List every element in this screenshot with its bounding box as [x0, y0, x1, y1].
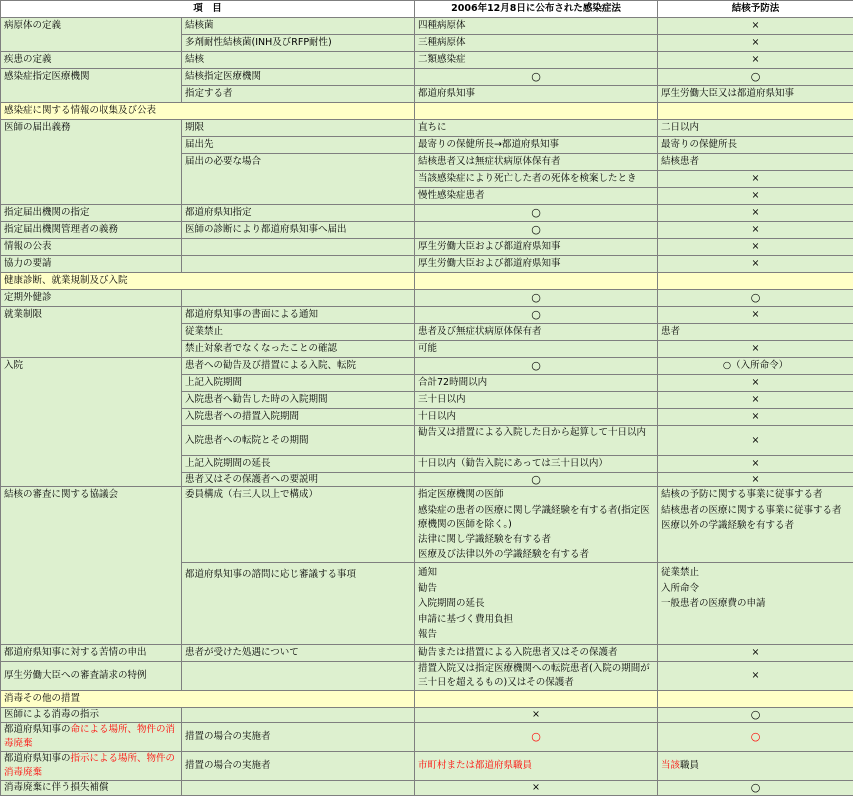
item-label-highlight: 指示による場所、物件の消毒廃棄 [4, 753, 175, 778]
deliberation-item: 通知 [418, 565, 654, 581]
sub-item-cell: 上記入院期間 [182, 375, 415, 392]
new-law-cell: 厚生労働大臣および都道府県知事 [415, 256, 658, 273]
section-title: 健康診断、就業規制及び入院 [1, 273, 415, 290]
new-law-cell [415, 487, 658, 563]
new-law-cell: 都道府県知事 [415, 86, 658, 103]
old-law-cell: × [658, 456, 853, 473]
item-cell [1, 723, 182, 752]
sub-item-cell: 都道府県知指定 [182, 205, 415, 222]
new-law-cell: ○ [415, 723, 658, 752]
new-law-cell: 十日以内（勧告入院にあっては三十日以内） [415, 456, 658, 473]
new-law-cell: ○ [415, 69, 658, 86]
deliberation-item: 報告 [418, 627, 654, 643]
sub-item-cell: 期限 [182, 120, 415, 137]
item-cell: 定期外健診 [1, 290, 182, 307]
old-law-cell: ○ [658, 781, 853, 796]
section-title: 消毒その他の措置 [1, 691, 415, 708]
new-law-cell: 三種病原体 [415, 35, 658, 52]
item-cell: 疾患の定義 [1, 52, 182, 69]
sub-item-cell: 委員構成（右三人以上で構成） [182, 487, 415, 563]
new-law-cell: 厚生労働大臣および都道府県知事 [415, 239, 658, 256]
old-law-cell: ○ [658, 290, 853, 307]
new-law-cell: ○ [415, 307, 658, 324]
sub-item-cell: 患者が受けた処遇について [182, 645, 415, 662]
table-row [1, 781, 853, 796]
old-law-cell: × [658, 341, 853, 358]
old-law-cell: × [658, 473, 853, 487]
table-row [1, 205, 853, 222]
sub-item-cell: 入院患者へ勧告した時の入院期間 [182, 392, 415, 409]
section-row [1, 273, 853, 290]
new-law-cell: 可能 [415, 341, 658, 358]
deliberation-item: 一般患者の医療費の申請 [661, 596, 850, 612]
old-law-cell: ○ [658, 708, 853, 723]
table-row [1, 239, 853, 256]
new-law-cell: 最寄りの保健所長→都道府県知事 [415, 137, 658, 154]
table-row [1, 487, 853, 563]
deliberation-item: 勧告 [418, 581, 654, 597]
deliberation-item: 従業禁止 [661, 565, 850, 581]
section-title: 感染症に関する情報の収集及び公表 [1, 103, 415, 120]
sub-item-cell: 患者又はその保護者への要説明 [182, 473, 415, 487]
new-law-cell: × [415, 708, 658, 723]
table-row [1, 18, 853, 35]
new-law-cell: 直ちに [415, 120, 658, 137]
old-law-cell: × [658, 307, 853, 324]
old-law-cell: 二日以内 [658, 120, 853, 137]
old-law-cell: 結核患者 [658, 154, 853, 171]
deliberation-item: 入所命令 [661, 581, 850, 597]
sub-item-cell: 結核菌 [182, 18, 415, 35]
sub-item-cell: 結核 [182, 52, 415, 69]
table-row [1, 222, 853, 239]
old-law-cell: × [658, 426, 853, 456]
old-law-cell: 最寄りの保健所長 [658, 137, 853, 154]
item-cell: 入院 [1, 358, 182, 487]
old-law-cell: × [658, 52, 853, 69]
item-cell: 医師による消毒の指示 [1, 708, 182, 723]
old-law-cell: × [658, 239, 853, 256]
old-law-cell: × [658, 171, 853, 188]
header-new-law: 2006年12月8日に公布された感染症法 [415, 1, 658, 18]
header-row [1, 1, 853, 18]
sub-item-cell: 届出先 [182, 137, 415, 154]
new-law-cell: 結核患者又は無症状病原体保有者 [415, 154, 658, 171]
old-law-cell: × [658, 222, 853, 239]
old-law-cell: × [658, 392, 853, 409]
old-law-cell: ○（入所命令） [658, 358, 853, 375]
old-law-cell: 患者 [658, 324, 853, 341]
new-law-cell: ○ [415, 205, 658, 222]
table-row [1, 645, 853, 662]
header-item: 項 目 [1, 1, 415, 18]
sub-item-cell: 結核指定医療機関 [182, 69, 415, 86]
item-cell: 医師の届出義務 [1, 120, 182, 205]
new-law-cell: ○ [415, 222, 658, 239]
sub-item-cell: 従業禁止 [182, 324, 415, 341]
committee-member: 法律に関し学識経験を有する者 [418, 533, 654, 547]
new-law-cell: 合計72時間以内 [415, 375, 658, 392]
sub-item-cell: 措置の場合の実施者 [182, 752, 415, 781]
table-row [1, 52, 853, 69]
old-law-cell: × [658, 188, 853, 205]
table-row [1, 752, 853, 781]
old-law-cell [658, 487, 853, 563]
old-law-cell: ○ [658, 723, 853, 752]
new-law-cell: 当該感染症により死亡した者の死体を検案したとき [415, 171, 658, 188]
new-law-cell: 市町村または都道府県職員 [415, 752, 658, 781]
sub-item-cell: 多剤耐性結核菌(INH及びRFP耐性) [182, 35, 415, 52]
item-label: 都道府県知事の [4, 724, 71, 735]
new-law-cell: 三十日以内 [415, 392, 658, 409]
table-row [1, 662, 853, 691]
old-law-cell: ○ [658, 69, 853, 86]
sub-item-cell: 都道府県知事の諮問に応じ審議する事項 [182, 563, 415, 645]
old-law-cell: × [658, 645, 853, 662]
item-cell: 感染症指定医療機関 [1, 69, 182, 103]
new-law-cell: 十日以内 [415, 409, 658, 426]
item-cell: 就業制限 [1, 307, 182, 358]
old-law-cell: × [658, 662, 853, 691]
table-row [1, 358, 853, 375]
sub-item-cell: 医師の診断により都道府県知事へ届出 [182, 222, 415, 239]
sub-item-cell: 入院患者への転院とその期間 [182, 426, 415, 456]
new-law-cell: ○ [415, 473, 658, 487]
item-cell: 指定届出機関管理者の義務 [1, 222, 182, 239]
committee-member: 感染症の患者の医療に関し学識経験を有する者(指定医療機関の医師を除く。) [418, 504, 654, 532]
table-row [1, 256, 853, 273]
old-law-cell [658, 752, 853, 781]
new-law-cell: 慢性感染症患者 [415, 188, 658, 205]
old-law-cell: × [658, 205, 853, 222]
committee-member: 指定医療機関の医師 [418, 488, 654, 502]
section-row [1, 103, 853, 120]
new-law-cell: ○ [415, 358, 658, 375]
item-cell: 情報の公表 [1, 239, 182, 256]
table-row [1, 120, 853, 137]
committee-member: 医療以外の学識経験を有する者 [661, 519, 850, 533]
new-law-cell: 四種病原体 [415, 18, 658, 35]
new-law-cell: 勧告または措置による入院患者又はその保護者 [415, 645, 658, 662]
sub-item-cell: 届出の必要な場合 [182, 154, 415, 205]
item-cell: 協力の要請 [1, 256, 182, 273]
sub-item-cell: 措置の場合の実施者 [182, 723, 415, 752]
table-row [1, 307, 853, 324]
item-label-highlight: 命による場所、物件の消毒廃棄 [4, 724, 175, 749]
item-cell [1, 752, 182, 781]
new-law-cell: 患者及び無症状病原体保有者 [415, 324, 658, 341]
new-law-cell: 二類感染症 [415, 52, 658, 69]
item-cell: 結核の審査に関する協議会 [1, 487, 182, 645]
header-old-law: 結核予防法 [658, 1, 853, 18]
cell-text: 職員 [680, 760, 699, 771]
sub-item-cell: 患者への勧告及び措置による入院、転院 [182, 358, 415, 375]
committee-member: 結核患者の医療に関する事業に従事する者 [661, 504, 850, 518]
deliberation-item: 申請に基づく費用負担 [418, 612, 654, 628]
highlight-text: 当該 [661, 760, 680, 771]
item-cell: 厚生労働大臣への審査請求の特例 [1, 662, 182, 691]
item-cell: 病原体の定義 [1, 18, 182, 52]
new-law-cell: 措置入院又は指定医療機関への転院患者(入院の期間が三十日を超えるもの)又はその保護者 [415, 662, 658, 691]
new-law-cell [415, 563, 658, 645]
section-row [1, 691, 853, 708]
item-cell: 都道府県知事に対する苦情の申出 [1, 645, 182, 662]
sub-item-cell: 都道府県知事の書面による通知 [182, 307, 415, 324]
sub-item-cell: 指定する者 [182, 86, 415, 103]
old-law-cell: × [658, 18, 853, 35]
old-law-cell [658, 563, 853, 645]
new-law-cell: ○ [415, 290, 658, 307]
table-row [1, 708, 853, 723]
item-cell: 消毒廃棄に伴う損失補償 [1, 781, 182, 796]
deliberation-item: 入院期間の延長 [418, 596, 654, 612]
old-law-cell: × [658, 35, 853, 52]
item-label: 都道府県知事の [4, 753, 71, 764]
table-row [1, 723, 853, 752]
new-law-cell: × [415, 781, 658, 796]
new-law-cell: 勧告又は措置による入院した日から起算して十日以内 [415, 426, 658, 456]
old-law-cell: 厚生労働大臣又は都道府県知事 [658, 86, 853, 103]
sub-item-cell: 上記入院期間の延長 [182, 456, 415, 473]
old-law-cell: × [658, 409, 853, 426]
table-row [1, 290, 853, 307]
old-law-cell: × [658, 375, 853, 392]
sub-item-cell: 入院患者への措置入院期間 [182, 409, 415, 426]
item-cell: 指定届出機関の指定 [1, 205, 182, 222]
committee-member: 結核の予防に関する事業に従事する者 [661, 488, 850, 502]
sub-item-cell: 禁止対象者でなくなったことの確認 [182, 341, 415, 358]
old-law-cell: × [658, 256, 853, 273]
committee-member: 医療及び法律以外の学識経験を有する者 [418, 548, 654, 562]
table-row [1, 69, 853, 86]
